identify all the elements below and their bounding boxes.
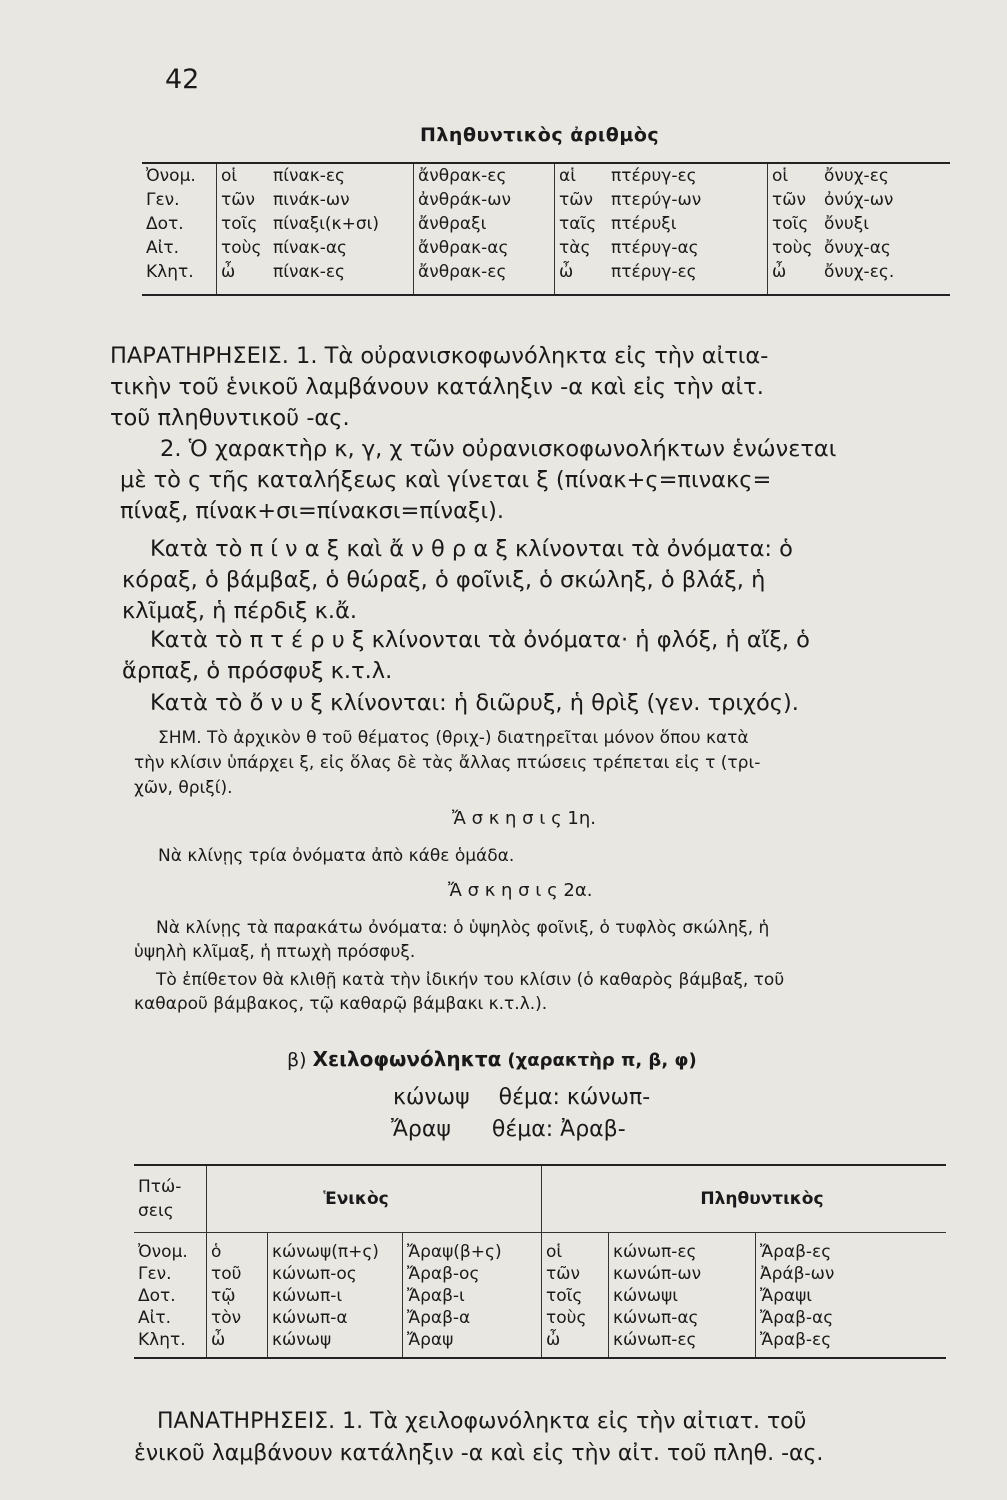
- noun-cell-anthrax: ἄνθραξι: [414, 212, 555, 236]
- araps-cell: Ἄραβ-ι: [403, 1285, 542, 1307]
- exercise-2-line: Νὰ κλίνῃς τὰ παρακάτω ὀνόματα: ὁ ὑψηλὸς φοῖνιξ, ὁ τυφλὸς σκώληξ, ἡ: [156, 918, 770, 938]
- araps-plural-cell: Ἀράβ-ων: [756, 1263, 947, 1285]
- word-form: ὄνυχ-ες.: [824, 262, 895, 282]
- word-form: ὄνυχ-ας: [824, 238, 891, 258]
- paragraph-line: τοῦ πληθυντικοῦ -ας.: [110, 405, 350, 431]
- article: τῶν: [772, 190, 806, 210]
- case-cell: Γεν.: [138, 1264, 172, 1284]
- article-cell: τοὺς: [542, 1307, 609, 1329]
- article: οἱ: [221, 166, 238, 186]
- paragraph-line: 2. Ὁ χαρακτὴρ κ, γ, χ τῶν οὐρανισκοφωνολήκτων ἑνώνεται: [160, 436, 837, 462]
- word-form: πίναξι(κ+σι): [273, 214, 379, 234]
- konops-plural-cell: κώνωπ-ες: [609, 1329, 756, 1358]
- konops-cell: κώνωπ-ι: [268, 1285, 403, 1307]
- word-form: πτέρυγ-ες: [611, 166, 697, 186]
- araps-cell: Ἄραψ(β+ς): [403, 1233, 542, 1264]
- paragraph-line: Κατὰ τὸ ὄ ν υ ξ κλίνονται: ἡ διῶρυξ, ἡ θρὶξ (γεν. τριχός).: [150, 690, 799, 716]
- note-line: χῶν, θριξί).: [134, 778, 233, 798]
- article-cell: τῷ: [207, 1285, 268, 1307]
- noun-cell-pinax: [217, 188, 414, 212]
- stem-label: θέμα: κώνωπ-: [498, 1085, 651, 1110]
- article: τὰς: [559, 238, 591, 258]
- word-form: πίνακ-ες: [273, 166, 346, 186]
- noun-cell-onyx: [768, 260, 951, 295]
- exercise-2-line: ὑψηλὴ κλῖμαξ, ἡ πτωχὴ πρόσφυξ.: [134, 942, 416, 962]
- article: ὦ: [772, 262, 787, 282]
- article-cell: τῶν: [542, 1263, 609, 1285]
- konops-plural-cell: κώνωπ-ες: [609, 1233, 756, 1264]
- konops-plural-cell: κωνώπ-ων: [609, 1263, 756, 1285]
- note-line: ΣΗΜ. Τὸ ἀρχικὸν θ τοῦ θέματος (θριχ-) διατηρεῖται μόνον ὅπου κατὰ: [158, 728, 749, 748]
- cases-header: Πτώ- σεις: [134, 1165, 207, 1233]
- araps-plural-cell: Ἄραβ-ας: [756, 1307, 947, 1329]
- word-form: πτέρυγ-ες: [611, 262, 697, 282]
- word-form: ὄνυχ-ες: [824, 166, 889, 186]
- word-form: ὀνύχ-ων: [824, 190, 894, 210]
- table-row: [142, 260, 950, 295]
- noun-cell-anthrax: ἄνθρακ-ες: [414, 260, 555, 295]
- case-cell: Κλητ.: [138, 1330, 186, 1350]
- palatal-plural-table: [142, 162, 950, 296]
- paragraph-line: κλῖμαξ, ἡ πέρδιξ κ.ἄ.: [122, 598, 358, 624]
- araps-plural-cell: Ἄραβ-ες: [756, 1233, 947, 1264]
- paragraph-line: ἅρπαξ, ὁ πρόσφυξ κ.τ.λ.: [122, 658, 393, 684]
- noun-cell-pinax: [217, 236, 414, 260]
- noun-cell-pteryx: [555, 163, 768, 188]
- noun-cell-onyx: [768, 188, 951, 212]
- paragraph-line: Κατὰ τὸ π τ έ ρ υ ξ κλίνονται τὰ ὀνόματα· ἡ φλόξ, ἡ αἴξ, ὁ: [150, 627, 810, 653]
- article: ὦ: [559, 262, 574, 282]
- article: ταῖς: [559, 214, 597, 234]
- article: ὦ: [221, 262, 236, 282]
- article: τοὺς: [221, 238, 262, 258]
- stem-word: Ἄραψ: [391, 1117, 451, 1142]
- labial-declension-table: [134, 1164, 946, 1359]
- case-cell: Δοτ.: [138, 1286, 176, 1306]
- article-cell: τοῖς: [542, 1285, 609, 1307]
- case-cell: Γεν.: [146, 190, 180, 210]
- paragraph-line: τικὴν τοῦ ἑνικοῦ λαμβάνουν κατάληξιν -α καὶ εἰς τὴν αἰτ.: [110, 374, 764, 400]
- exercise-2-line: καθαροῦ βάμβακος, τῷ καθαρῷ βάμβακι κ.τ.λ.).: [134, 994, 548, 1014]
- exercise-1-title: Ἄ σ κ η σ ι ς 1η.: [452, 808, 596, 829]
- noun-cell-pteryx: [555, 260, 768, 295]
- article: τοὺς: [772, 238, 813, 258]
- table-row: [142, 212, 950, 236]
- paragraph-line: Κατὰ τὸ π ί ν α ξ καὶ ἄ ν θ ρ α ξ κλίνονται τὰ ὀνόματα: ὁ: [150, 536, 793, 562]
- table-row: [134, 1329, 946, 1358]
- word-form: πίνακ-ας: [273, 238, 348, 258]
- noun-cell-onyx: [768, 163, 951, 188]
- case-cell: Αἰτ.: [138, 1308, 172, 1328]
- konops-plural-cell: κώνωπ-ας: [609, 1307, 756, 1329]
- araps-cell: Ἄραβ-ος: [403, 1263, 542, 1285]
- section-b-prefix: β): [287, 1049, 307, 1071]
- stem-label: θέμα: Ἀραβ-: [491, 1117, 626, 1142]
- article: τοῖς: [221, 214, 258, 234]
- araps-cell: Ἄραψ: [403, 1329, 542, 1358]
- section-b-heading: [287, 1047, 697, 1071]
- section-b-subtitle: (χαρακτὴρ π, β, φ): [507, 1050, 697, 1071]
- noun-cell-anthrax: ἀνθράκ-ων: [414, 188, 555, 212]
- plural-header: Πληθυντικὸς: [542, 1165, 947, 1233]
- page-number: 42: [165, 64, 200, 95]
- word-form: πτέρυγ-ας: [611, 238, 699, 258]
- konops-cell: κώνωψ(π+ς): [268, 1233, 403, 1264]
- article-cell: τοῦ: [207, 1263, 268, 1285]
- stem-line: [391, 1117, 626, 1142]
- article-cell: τὸν: [207, 1307, 268, 1329]
- noun-cell-pinax: [217, 212, 414, 236]
- word-form: ὄνυξι: [824, 214, 869, 234]
- article: τοῖς: [772, 214, 809, 234]
- article-cell: ὦ: [207, 1329, 268, 1358]
- paragraph-line: μὲ τὸ ς τῆς καταλήξεως καὶ γίνεται ξ (πίνακ+ς=πινακς=: [120, 467, 772, 493]
- exercise-2-title: Ἄ σ κ η σ ι ς 2α.: [448, 880, 593, 901]
- table-row: [134, 1233, 946, 1264]
- noun-cell-onyx: [768, 236, 951, 260]
- article: αἱ: [559, 166, 576, 186]
- table-row: [142, 163, 950, 188]
- table-row: [134, 1285, 946, 1307]
- note-line: τὴν κλίσιν ὑπάρχει ξ, εἰς ὅλας δὲ τὰς ἄλλας πτώσεις τρέπεται εἰς τ (τρι-: [134, 753, 761, 773]
- noun-cell-pinax: [217, 163, 414, 188]
- section-b-title: Χειλοφωνόληκτα: [312, 1047, 502, 1071]
- final-line: ΠΑΝΑΤΗΡΗΣΕΙΣ. 1. Τὰ χειλοφωνόληκτα εἰς τὴν αἰτιατ. τοῦ: [157, 1409, 807, 1434]
- konops-cell: κώνωψ: [268, 1329, 403, 1358]
- stem-word: κώνωψ: [393, 1085, 470, 1110]
- case-cell: Αἰτ.: [146, 238, 180, 258]
- article: τῶν: [559, 190, 593, 210]
- noun-cell-pteryx: [555, 236, 768, 260]
- article: τῶν: [221, 190, 255, 210]
- araps-plural-cell: Ἄραψι: [756, 1285, 947, 1307]
- paragraph-line: κόραξ, ὁ βάμβαξ, ὁ θώραξ, ὁ φοῖνιξ, ὁ σκώληξ, ὁ βλάξ, ἡ: [122, 567, 766, 593]
- exercise-2-line: Τὸ ἐπίθετον θὰ κλιθῇ κατὰ τὴν ἰδικήν του κλίσιν (ὁ καθαρὸς βάμβαξ, τοῦ: [156, 970, 785, 990]
- final-line: ἑνικοῦ λαμβάνουν κατάληξιν -α καὶ εἰς τὴν αἰτ. τοῦ πληθ. -ας.: [134, 1441, 824, 1466]
- noun-cell-onyx: [768, 212, 951, 236]
- noun-cell-pinax: [217, 260, 414, 295]
- noun-cell-anthrax: ἄνθρακ-ες: [414, 163, 555, 188]
- article-cell: ὦ: [542, 1329, 609, 1358]
- konops-plural-cell: κώνωψι: [609, 1285, 756, 1307]
- case-cell: Κλητ.: [146, 262, 194, 282]
- word-form: πίνακ-ες: [273, 262, 346, 282]
- araps-plural-cell: Ἄραβ-ες: [756, 1329, 947, 1358]
- article-cell: οἱ: [542, 1233, 609, 1264]
- table-row: [142, 188, 950, 212]
- article-cell: ὁ: [207, 1233, 268, 1264]
- exercise-1-text: Νὰ κλίνῃς τρία ὀνόματα ἀπὸ κάθε ὁμάδα.: [158, 846, 515, 866]
- word-form: πινάκ-ων: [273, 190, 350, 210]
- konops-cell: κώνωπ-ος: [268, 1263, 403, 1285]
- word-form: πτερύγ-ων: [611, 190, 702, 210]
- case-cell: Ὀνομ.: [146, 166, 196, 186]
- singular-header: Ἑνικὸς: [207, 1165, 542, 1233]
- noun-cell-pteryx: [555, 188, 768, 212]
- araps-cell: Ἄραβ-α: [403, 1307, 542, 1329]
- case-cell: Ὀνομ.: [138, 1242, 188, 1262]
- noun-cell-anthrax: ἄνθρακ-ας: [414, 236, 555, 260]
- konops-cell: κώνωπ-α: [268, 1307, 403, 1329]
- article: οἱ: [772, 166, 789, 186]
- paragraph-line: πίναξ, πίνακ+σι=πίνακσι=πίναξι).: [120, 498, 505, 524]
- table-row: [134, 1263, 946, 1285]
- word-form: πτέρυξι: [611, 214, 677, 234]
- table-row: [142, 236, 950, 260]
- stem-line: [393, 1085, 650, 1110]
- noun-cell-pteryx: [555, 212, 768, 236]
- plural-heading: Πληθυντικὸς ἀριθμὸς: [420, 124, 660, 146]
- case-cell: Δοτ.: [146, 214, 184, 234]
- table-row: [134, 1307, 946, 1329]
- paragraph-line: ΠΑΡΑΤΗΡΗΣΕΙΣ. 1. Τὰ οὐρανισκοφωνόληκτα εἰς τὴν αἰτια-: [110, 343, 769, 369]
